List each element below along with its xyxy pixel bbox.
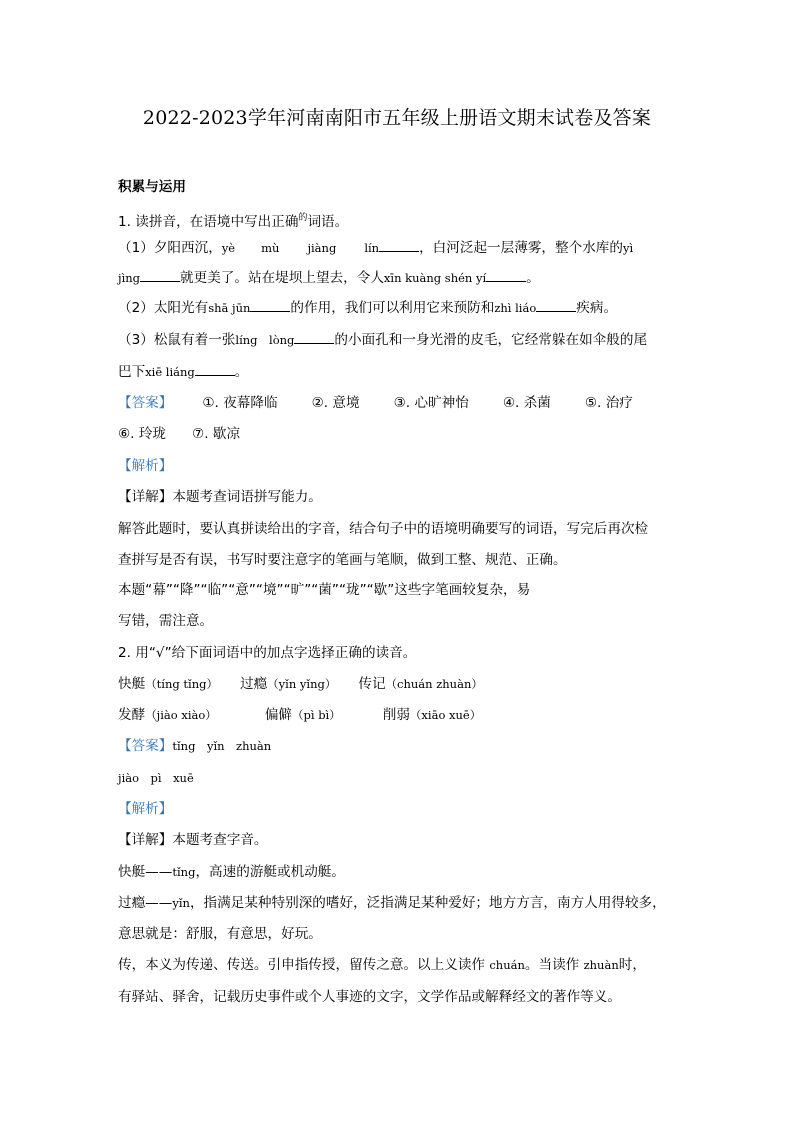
word: 快艇 — [118, 676, 146, 692]
pinyin: shā jūn — [208, 301, 251, 315]
answer-label: 【答案】 — [118, 395, 173, 411]
q2-answer-line-2: jiào pì xuē — [118, 771, 194, 785]
text: 。 — [234, 364, 249, 380]
pinyin: líng lòng — [235, 333, 295, 347]
pinyin-options: （jiào xiào） — [145, 708, 217, 722]
q1-detail-p1b: 查拼写是否有误，书写时要注意字的笔画与笔顺，做到工整、规范、正确。 — [118, 552, 567, 568]
pinyin-options: （pì bì） — [292, 708, 341, 722]
answer-item: ⑤. 治疗 — [584, 395, 633, 411]
q2-options-row-2 — [118, 705, 481, 725]
word: 削弱 — [382, 707, 410, 723]
word: 传记 — [358, 676, 386, 692]
q1-line-5 — [118, 362, 248, 382]
answer-pinyin: tǐng yǐn zhuàn — [172, 739, 272, 753]
text: 。 — [526, 270, 540, 286]
detail-label: 【详解】 — [118, 489, 173, 505]
text: （3）松鼠有着一张 — [118, 332, 236, 348]
text: 疾病。 — [576, 300, 618, 316]
answer-item: ①. 夜幕降临 — [202, 395, 278, 411]
pinyin: jiàng — [307, 241, 337, 255]
q1-prompt — [118, 208, 348, 232]
text: 的作用，我们可以利用它来预防和 — [290, 300, 495, 316]
q1-detail-p1a: 解答此题时，要认真拼读给出的字音，结合句子中的语境明确要写的词语，写完后再次检 — [118, 521, 649, 537]
text: 。当读作 — [524, 957, 584, 973]
word: 发酵 — [118, 707, 146, 723]
q1-line-2 — [118, 268, 540, 288]
pinyin: xīn kuàng shén yí — [383, 271, 487, 285]
section-heading: 积累与运用 — [118, 179, 186, 195]
answer-blank — [294, 331, 334, 344]
pinyin: chuán — [489, 958, 525, 972]
word: 过瘾 — [239, 676, 268, 692]
q1-line-4 — [118, 330, 647, 350]
q1-line-1 — [118, 238, 633, 258]
answer-item: ③. 心旷神怡 — [393, 395, 469, 411]
text: 巴下 — [118, 364, 146, 380]
text: （2）太阳光有 — [118, 300, 209, 316]
text: ，高速的游艇或机动艇。 — [195, 864, 345, 880]
answer-blank — [250, 299, 290, 312]
q2-detail-3: 意思就是：舒服，有意思，好玩。 — [118, 926, 322, 942]
q2-options-row-1 — [118, 674, 483, 694]
q2-detail-4 — [118, 955, 646, 975]
pinyin: yè — [221, 241, 236, 255]
text: （1）夕阳西沉， — [118, 240, 222, 256]
text: 本题考查字音。 — [172, 832, 268, 848]
q1-prompt-sup: 的 — [298, 213, 308, 223]
q1-answer-line-1 — [118, 393, 633, 413]
pinyin-options: （xiāo xuē） — [409, 708, 482, 722]
pinyin: zhì liáo — [494, 301, 537, 315]
answer-blank — [536, 299, 576, 312]
pinyin-options: （chuán zhuàn） — [385, 677, 483, 691]
q2-analysis-label: 【解析】 — [118, 801, 173, 817]
answer-blank — [140, 269, 180, 282]
pinyin: jìng — [118, 271, 141, 285]
pinyin: yì — [622, 241, 634, 255]
pinyin: lín — [364, 241, 380, 255]
q2-detail-intro — [118, 830, 268, 850]
answer-item: ②. 意境 — [311, 395, 360, 411]
q2-detail-5: 有驿站、驿舍，记载历史事件或个人事迹的文字，文学作品或解释经文的著作等义。 — [118, 989, 621, 1005]
q1-detail-intro — [118, 487, 322, 507]
q1-detail-p2a: 本题“幕”“降”“临”“意”“境”“旷”“菌”“珑”“歇”这些字笔画较复杂，易 — [118, 582, 531, 598]
answer-blank — [379, 239, 419, 252]
pinyin-options: （yǐn yǐng） — [267, 677, 337, 691]
pinyin: mù — [261, 241, 280, 255]
q1-answer-line-2 — [118, 424, 240, 444]
q2-detail-2 — [118, 893, 666, 913]
pinyin: tǐng — [172, 865, 196, 879]
q1-prompt-text: 1. 读拼音，在语境中写出正确 — [118, 214, 299, 230]
text: 的小面孔和一身光滑的皮毛，它经常躲在如伞般的尾 — [334, 332, 648, 348]
answer-item: ④. 杀菌 — [502, 395, 551, 411]
q1-line-3 — [118, 298, 617, 318]
pinyin: xiē liáng — [145, 365, 195, 379]
answer-label: 【答案】 — [118, 738, 173, 754]
pinyin-options: （tíng tǐng） — [145, 677, 218, 691]
answer-item: ⑦. 歇凉 — [192, 426, 241, 442]
text: 本题考查词语拼写能力。 — [172, 489, 322, 505]
text: 过瘾—— — [118, 895, 173, 911]
text: ，指满足某种特别深的嗜好，泛指满足某种爱好；地方方言，南方人用得较多， — [189, 895, 666, 911]
answer-item: ⑥. 玲珑 — [118, 426, 167, 442]
q2-answer-line-1 — [118, 736, 271, 756]
answer-blank — [195, 363, 235, 376]
pinyin: zhuàn — [583, 958, 619, 972]
text: ，白河泛起一层薄雾，整个水库的 — [419, 240, 623, 256]
text: 快艇—— — [118, 864, 173, 880]
text: 传，本义为传递、传送。引申指传授，留传之意。以上义读作 — [118, 957, 490, 973]
detail-label: 【详解】 — [118, 832, 173, 848]
q1-detail-p2b: 写错，需注意。 — [118, 613, 214, 629]
text: 就更美了。站在堤坝上望去，令人 — [180, 270, 384, 286]
q2-prompt: 2. 用“√”给下面词语中的加点字选择正确的读音。 — [118, 645, 417, 661]
q2-detail-1 — [118, 862, 345, 882]
q1-analysis-label: 【解析】 — [118, 458, 173, 474]
document-title: 2022-2023学年河南南阳市五年级上册语文期末试卷及答案 — [142, 107, 652, 129]
answer-blank — [486, 269, 526, 282]
pinyin: yǐn — [172, 896, 190, 910]
q1-prompt-text-end: 词语。 — [307, 214, 349, 230]
word: 偏僻 — [264, 707, 292, 723]
text: 时， — [618, 957, 646, 973]
